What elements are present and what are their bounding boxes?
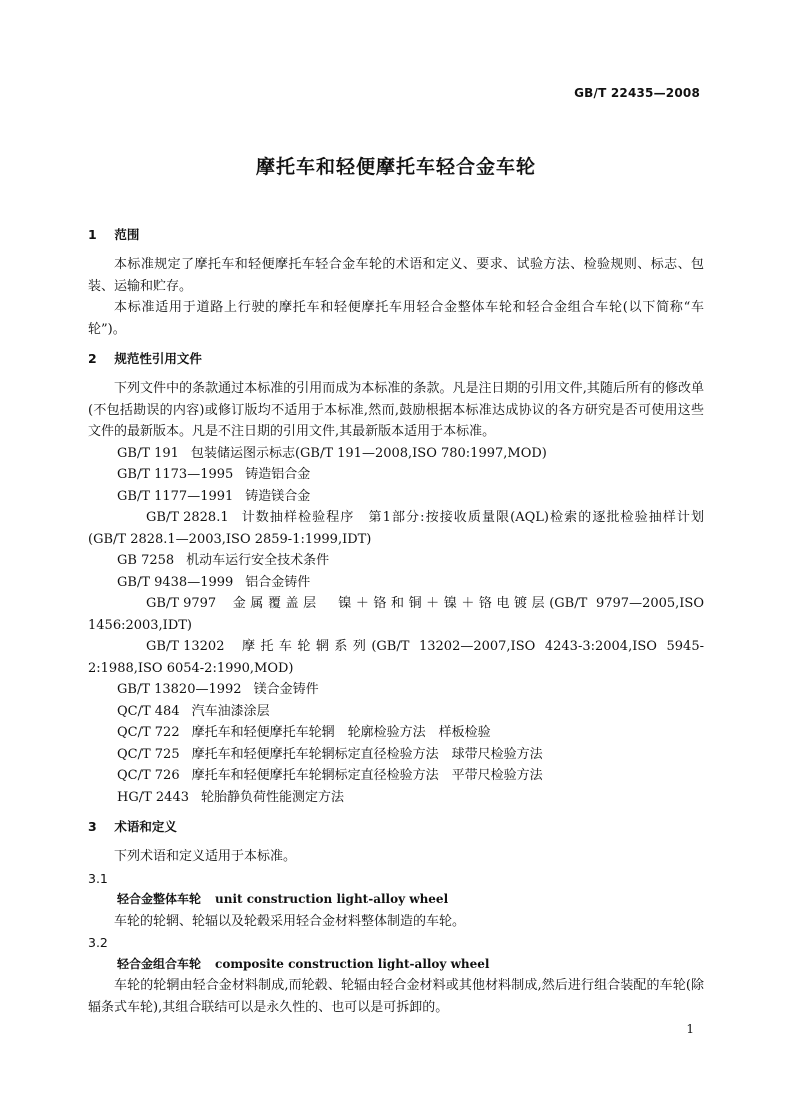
term-name-cn: 轻合金整体车轮 bbox=[117, 892, 202, 906]
section-number: 1 bbox=[88, 227, 97, 242]
term-definition: 车轮的轮辋、轮辐以及轮毂采用轻合金材料整体制造的车轮。 bbox=[114, 913, 466, 929]
reference-item bbox=[88, 550, 704, 572]
reference-code: QC/T 726 bbox=[117, 768, 180, 783]
reference-code: QC/T 722 bbox=[117, 725, 180, 740]
reference-item bbox=[88, 486, 704, 508]
paragraph: 下列文件中的条款通过本标准的引用而成为本标准的条款。凡是注日期的引用文件,其随后所有的修改单(不包括勘误的内容)或修订版均不适用于本标准,然而,鼓励根据本标准达成协议的各方研究是否可使用这些文件的最新版本。凡是不注日期的引用文件,其最新版本适用于本标准。 bbox=[88, 381, 704, 439]
document-title: 摩托车和轻便摩托车轻合金车轮 bbox=[255, 156, 536, 178]
section-title: 规范性引用文件 bbox=[114, 351, 202, 366]
reference-title: 汽车油漆涂层 bbox=[191, 703, 270, 719]
section-title: 术语和定义 bbox=[114, 819, 177, 834]
term-name-en: composite construction light-alloy wheel bbox=[215, 956, 490, 971]
section-heading-terms-and-definitions bbox=[88, 816, 704, 838]
reference-code: QC/T 725 bbox=[117, 746, 180, 762]
term-name bbox=[88, 889, 704, 911]
reference-code: HG/T 2443 bbox=[117, 789, 189, 805]
term-name-en: unit construction light-alloy wheel bbox=[215, 892, 449, 906]
reference-title: 摩托车和轻便摩托车轮辋标定直径检验方法 球带尺检验方法 bbox=[191, 746, 543, 762]
section-title: 范围 bbox=[114, 227, 140, 242]
paragraph: 本标准规定了摩托车和轻便摩托车轻合金车轮的术语和定义、要求、试验方法、检验规则、标志、包装、运输和贮存。 bbox=[88, 257, 704, 294]
paragraph: 本标准适用于道路上行驶的摩托车和轻便摩托车用轻合金整体车轮和轻合金组合车轮(以下简称“车轮”)。 bbox=[88, 300, 704, 337]
section-number: 2 bbox=[88, 351, 97, 366]
reference-item bbox=[88, 593, 704, 636]
reference-title: 轮胎静负荷性能测定方法 bbox=[201, 789, 345, 805]
reference-item bbox=[88, 443, 704, 465]
reference-item bbox=[88, 636, 704, 679]
reference-title: 包装储运图示标志(GB/T 191—2008,ISO 780:1997,MOD) bbox=[190, 445, 547, 461]
reference-item bbox=[88, 464, 704, 486]
reference-code: GB 7258 bbox=[117, 553, 175, 568]
paragraph: 下列术语和定义适用于本标准。 bbox=[114, 849, 297, 864]
reference-title: 机动车运行安全技术条件 bbox=[186, 553, 330, 568]
reference-code: GB/T 1177—1991 bbox=[117, 488, 234, 504]
term-number: 3.1 bbox=[88, 870, 108, 886]
reference-title: 铝合金铸件 bbox=[245, 574, 311, 590]
reference-code: GB/T 1173—1995 bbox=[117, 467, 234, 482]
reference-title: 摩托车和轻便摩托车轮辋 轮廓检验方法 样板检验 bbox=[191, 725, 491, 740]
term-number: 3.2 bbox=[88, 935, 108, 950]
page-number: 1 bbox=[686, 1022, 694, 1036]
reference-item bbox=[88, 507, 704, 550]
reference-code: GB/T 9797 bbox=[146, 596, 217, 611]
term-name-cn: 轻合金组合车轮 bbox=[117, 956, 202, 971]
term-name bbox=[88, 954, 704, 976]
reference-title: 摩托车轮辋系列(GB/T 13202—2007,ISO 4243-3:2004,ISO 5945-2:1988,ISO 6054-2:1990,MOD) bbox=[88, 639, 704, 676]
term-definition: 车轮的轮辋由轻合金材料制成,而轮毂、轮辐由轻合金材料或其他材料制成,然后进行组合装配的车轮(除辐条式车轮),其组合联结可以是永久性的、也可以是可拆卸的。 bbox=[88, 978, 704, 1015]
reference-code: GB/T 191 bbox=[117, 445, 179, 461]
reference-title: 计数抽样检验程序 第1部分:按接收质量限(AQL)检索的逐批检验抽样计划(GB/T 2828.1—2003,ISO 2859-1:1999,IDT) bbox=[88, 510, 704, 547]
reference-code: GB/T 13202 bbox=[146, 639, 225, 654]
reference-item bbox=[88, 744, 704, 766]
reference-title: 摩托车和轻便摩托车轮辋标定直径检验方法 平带尺检验方法 bbox=[191, 768, 543, 783]
reference-item bbox=[88, 679, 704, 701]
reference-code: GB/T 9438—1999 bbox=[117, 574, 234, 590]
section-heading-normative-references bbox=[88, 348, 704, 370]
reference-item bbox=[88, 787, 704, 809]
reference-code: GB/T 13820—1992 bbox=[117, 682, 242, 697]
reference-title: 铸造镁合金 bbox=[245, 488, 311, 504]
standard-code: GB/T 22435—2008 bbox=[574, 86, 700, 100]
reference-code: QC/T 484 bbox=[117, 703, 180, 719]
document-body bbox=[88, 224, 704, 1018]
reference-title: 铸造铝合金 bbox=[245, 467, 311, 482]
reference-title: 金属覆盖层 镍＋铬和铜＋镍＋铬电镀层(GB/T 9797—2005,ISO 1456:2003,IDT) bbox=[88, 596, 704, 633]
reference-title: 镁合金铸件 bbox=[253, 682, 319, 697]
reference-code: GB/T 2828.1 bbox=[146, 510, 229, 525]
section-heading-scope bbox=[88, 224, 704, 246]
section-number: 3 bbox=[88, 819, 97, 834]
reference-item bbox=[88, 765, 704, 787]
reference-item bbox=[88, 572, 704, 594]
reference-item bbox=[88, 701, 704, 723]
reference-item bbox=[88, 722, 704, 744]
